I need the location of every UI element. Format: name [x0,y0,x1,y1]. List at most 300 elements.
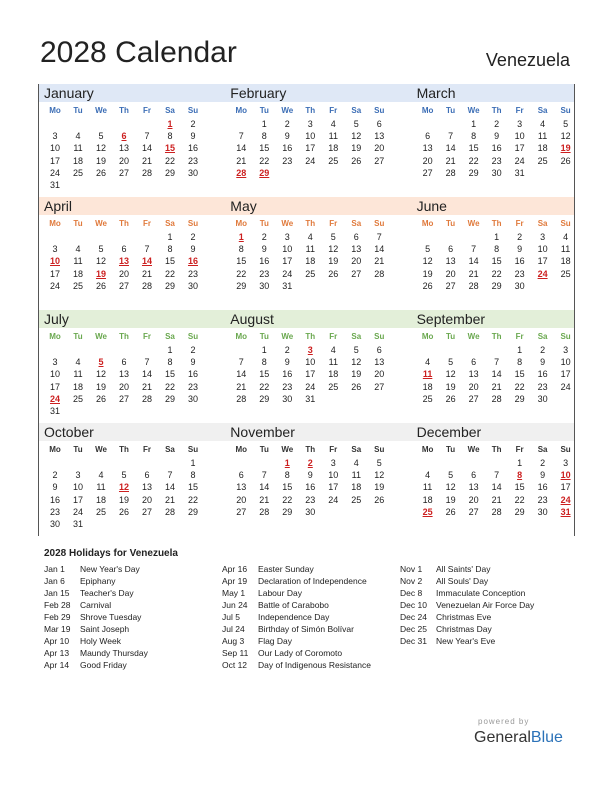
day-cell: 22 [164,155,175,166]
day-cell: 14 [141,143,152,154]
holiday-date: 14 [141,256,152,267]
day-cell: 17 [305,369,316,380]
month-name: March [416,85,456,101]
day-cell: 19 [95,155,106,166]
holiday-name: Declaration of Independence [258,576,367,586]
day-cell: 12 [95,143,106,154]
weekday-label: We [467,219,480,228]
day-cell: 21 [141,268,152,279]
day-cell: 9 [190,357,196,368]
weekday-label: Su [187,332,199,341]
day-cell: 1 [471,119,477,129]
day-cell: 7 [144,244,150,255]
day-cell: 21 [236,381,247,392]
weekday-label: Mo [49,106,61,115]
day-cell: 17 [305,143,316,154]
day-cell: 17 [560,482,571,493]
day-cell: 22 [164,381,175,392]
weekday-label: Th [119,332,129,341]
day-cell: 18 [305,256,316,267]
day-cell: 4 [425,357,431,368]
month-name: June [416,198,447,214]
day-cell: 11 [73,256,83,267]
powered-by-text: powered by [478,717,530,726]
day-cell: 30 [259,280,270,291]
day-cell: 23 [305,494,316,505]
month-february [225,84,411,197]
day-cell: 21 [374,256,385,267]
day-cell: 26 [560,155,571,166]
day-cell: 29 [514,393,525,404]
day-cell: 28 [491,393,502,404]
day-cell: 23 [282,155,293,166]
holiday-date-label: Jun 24 [222,600,248,610]
day-cell: 17 [49,381,60,392]
weekday-label: We [281,106,294,115]
day-cell: 19 [422,268,433,279]
day-cell: 17 [560,369,571,380]
holiday-name: Shrove Tuesday [80,612,142,622]
day-cell: 31 [49,406,60,416]
day-cell: 30 [187,280,198,291]
day-cell: 10 [305,131,316,142]
day-cell: 7 [261,470,267,481]
holiday-name: Battle of Carabobo [258,600,329,610]
brand-general: General [474,729,531,746]
day-cell: 10 [49,369,60,380]
weekday-label: Su [374,106,385,115]
weekday-label: Fr [143,219,151,228]
day-cell: 16 [282,143,293,154]
day-cell: 18 [328,369,339,380]
weekday-label: We [281,219,294,228]
day-cell: 20 [445,268,456,279]
day-cell: 2 [52,470,58,481]
day-cell: 5 [376,458,382,468]
day-cell: 7 [144,357,150,368]
day-cell: 24 [305,155,316,166]
day-cell: 15 [468,143,479,154]
day-cell: 10 [282,244,293,255]
holiday-date-label: Jan 6 [44,576,65,586]
day-cell: 8 [261,131,267,142]
day-cell: 26 [351,155,362,166]
weekday-label: Fr [515,106,524,115]
day-cell: 21 [164,494,175,505]
weekday-label: Sa [537,106,548,115]
day-cell: 3 [52,131,58,142]
month-row [39,197,574,310]
day-cell: 4 [330,345,336,355]
day-cell: 24 [560,381,571,392]
holiday-item [44,600,224,612]
day-cell: 9 [517,244,523,255]
day-cell: 15 [514,369,525,380]
day-cell: 29 [491,280,502,291]
day-cell: 4 [98,470,104,481]
day-cell: 1 [517,458,523,468]
holiday-name: Flag Day [258,636,293,646]
holiday-date-label: May 1 [222,588,246,598]
month-name: September [416,311,486,327]
month-august [225,310,411,423]
day-cell: 22 [164,268,175,279]
holiday-date-label: Apr 14 [44,660,70,670]
day-cell: 10 [49,143,60,154]
holiday-date-label: Apr 19 [222,576,248,586]
day-cell: 3 [75,470,81,481]
holiday-date-label: Dec 8 [400,588,423,598]
holiday-date-label: Dec 10 [400,600,427,610]
day-cell: 13 [118,369,129,380]
day-cell: 18 [422,381,433,392]
day-cell: 8 [190,470,196,481]
day-cell: 2 [494,119,500,129]
weekday-label: Mo [235,332,248,341]
day-cell: 16 [49,494,60,505]
day-cell: 4 [353,458,359,468]
weekday-label: Sa [165,445,175,454]
holiday-name: New Year's Day [80,564,140,574]
day-cell: 12 [374,470,385,481]
day-cell: 22 [491,268,502,279]
month-name: December [416,424,482,440]
day-cell: 20 [118,381,129,392]
day-cell: 28 [468,280,479,291]
month-name: January [44,85,94,101]
month-row [39,84,574,197]
day-cell: 20 [236,494,247,505]
weekday-label: We [95,445,107,454]
day-cell: 4 [307,232,313,242]
weekday-label: Su [560,332,571,341]
day-cell: 6 [376,119,382,129]
holiday-date: 16 [187,256,198,267]
day-cell: 5 [330,232,336,242]
day-cell: 28 [236,393,247,404]
day-cell: 6 [425,131,431,142]
holiday-name: Labour Day [258,588,302,598]
holiday-name: Good Friday [80,660,127,670]
day-cell: 16 [537,369,548,380]
day-cell: 19 [445,381,456,392]
holiday-date-label: Apr 13 [44,648,70,658]
holiday-date: 12 [118,482,129,493]
day-cell: 23 [49,506,60,517]
holiday-name: Easter Sunday [258,564,314,574]
day-cell: 12 [351,131,362,142]
day-cell: 4 [75,244,81,255]
day-cell: 26 [118,506,129,517]
day-cell: 27 [445,280,456,291]
day-cell: 29 [236,280,247,291]
day-cell: 27 [468,393,479,404]
holiday-item [400,564,580,576]
weekday-label: Tu [446,106,456,115]
country-name: Venezuela [485,50,570,70]
day-cell: 12 [445,369,456,380]
day-cell: 26 [445,506,456,517]
day-cell: 24 [305,381,316,392]
day-cell: 11 [351,470,361,481]
day-cell: 22 [514,494,525,505]
weekday-label: Tu [73,106,83,115]
day-cell: 5 [353,119,359,129]
month-december [412,423,574,536]
weekday-label: Sa [351,445,362,454]
day-cell: 17 [49,155,60,166]
weekday-label: Su [374,332,385,341]
day-cell: 18 [328,143,339,154]
holiday-date-label: Jan 1 [44,564,65,574]
day-cell: 2 [190,232,196,242]
day-cell: 10 [514,131,525,142]
day-cell: 11 [328,357,338,368]
day-cell: 31 [305,393,316,404]
holiday-date: 8 [517,470,523,481]
holiday-date-label: Jul 24 [222,624,245,634]
holiday-name: Birthday of Simón Bolívar [258,624,354,634]
day-cell: 13 [468,369,479,380]
day-cell: 28 [141,167,152,178]
holiday-name: Holy Week [80,636,121,646]
day-cell: 17 [328,482,339,493]
weekday-label: Tu [73,445,83,454]
holiday-item [44,648,224,660]
day-cell: 15 [187,482,198,493]
day-cell: 11 [422,482,433,493]
day-cell: 29 [282,506,293,517]
weekday-label: Tu [259,106,269,115]
day-cell: 9 [540,470,546,481]
day-cell: 11 [305,244,315,255]
day-cell: 15 [259,143,270,154]
day-cell: 1 [261,119,267,129]
weekday-label: Sa [351,332,362,341]
day-cell: 20 [374,369,385,380]
day-cell: 20 [374,143,385,154]
weekday-label: Sa [537,445,548,454]
day-cell: 18 [72,268,83,279]
day-cell: 5 [448,357,454,368]
day-cell: 6 [238,470,244,481]
day-cell: 10 [72,482,83,493]
weekday-label: We [281,332,294,341]
weekday-label: Fr [329,106,338,115]
holiday-date-label: Mar 19 [44,624,71,634]
holiday-date: 19 [95,268,106,279]
holiday-item [400,588,580,600]
holiday-item [222,624,402,636]
day-cell: 14 [468,256,479,267]
day-cell: 23 [187,155,198,166]
weekday-label: Fr [329,445,338,454]
day-cell: 24 [72,506,83,517]
holiday-date: 19 [560,143,571,154]
day-cell: 6 [448,244,454,255]
day-cell: 7 [238,131,244,142]
weekday-label: Su [187,445,199,454]
day-cell: 12 [422,256,433,267]
day-cell: 23 [259,268,270,279]
day-cell: 16 [514,256,525,267]
holiday-list-column-1 [44,564,224,672]
day-cell: 6 [144,470,150,481]
day-cell: 6 [471,357,477,368]
holiday-item [222,600,402,612]
day-cell: 14 [236,143,247,154]
day-cell: 29 [164,280,175,291]
day-cell: 21 [259,494,270,505]
weekday-label: Th [305,445,316,454]
day-cell: 27 [118,280,129,291]
day-cell: 23 [187,268,198,279]
day-cell: 26 [374,494,385,505]
month-row [39,423,574,536]
day-cell: 14 [374,244,385,255]
day-cell: 8 [238,244,244,255]
holiday-date-label: Jan 15 [44,588,70,598]
day-cell: 9 [540,357,546,368]
weekday-label: Th [119,219,129,228]
day-cell: 22 [282,494,293,505]
holiday-date: 31 [560,506,571,517]
day-cell: 21 [445,155,456,166]
holiday-date: 1 [238,232,244,242]
holiday-date: 15 [164,143,175,154]
day-cell: 12 [351,357,362,368]
holiday-item [222,612,402,624]
day-cell: 5 [563,119,569,129]
month-july [39,310,225,423]
day-cell: 30 [537,506,548,517]
generalblue-logo[interactable] [474,729,563,747]
day-cell: 28 [445,167,456,178]
day-cell: 1 [517,345,523,355]
day-cell: 3 [52,244,58,255]
holiday-date-label: Aug 3 [222,636,245,646]
day-cell: 29 [164,167,175,178]
day-cell: 9 [261,244,267,255]
day-cell: 14 [164,482,175,493]
day-cell: 25 [72,393,83,404]
holiday-item [222,576,402,588]
day-cell: 29 [468,167,479,178]
holiday-name: Saint Joseph [80,624,130,634]
weekday-label: Fr [329,219,338,228]
day-cell: 8 [167,357,173,368]
day-cell: 25 [72,167,83,178]
day-cell: 4 [330,119,336,129]
day-cell: 27 [118,393,129,404]
weekday-label: Mo [421,445,434,454]
day-cell: 21 [468,268,479,279]
weekday-label: We [281,445,294,454]
day-cell: 28 [374,268,385,279]
holiday-date-label: Dec 25 [400,624,427,634]
day-cell: 3 [330,458,336,468]
weekday-label: Fr [515,445,524,454]
day-cell: 27 [351,268,362,279]
day-cell: 26 [422,280,433,291]
month-march [412,84,574,197]
holiday-item [400,612,580,624]
weekday-label: Sa [165,219,175,228]
day-cell: 21 [236,155,247,166]
day-cell: 29 [164,393,175,404]
day-cell: 13 [422,143,433,154]
day-cell: 13 [118,143,129,154]
day-cell: 18 [537,143,548,154]
day-cell: 8 [167,131,173,142]
day-cell: 11 [96,482,106,493]
day-cell: 23 [537,381,548,392]
day-cell: 31 [72,519,83,529]
weekday-label: Tu [73,219,83,228]
day-cell: 27 [118,167,129,178]
day-cell: 25 [351,494,362,505]
day-cell: 9 [494,131,500,142]
day-cell: 27 [374,381,385,392]
weekday-label: Sa [165,332,175,341]
day-cell: 15 [514,482,525,493]
holiday-name: Immaculate Conception [436,588,526,598]
day-cell: 20 [118,268,129,279]
weekday-label: Tu [446,332,456,341]
day-cell: 19 [351,369,362,380]
weekday-label: Th [305,106,316,115]
day-cell: 1 [190,458,196,468]
day-cell: 30 [514,280,525,291]
day-cell: 3 [563,345,569,355]
month-june [412,197,574,310]
day-cell: 16 [537,482,548,493]
day-cell: 23 [282,381,293,392]
day-cell: 25 [560,268,571,279]
day-cell: 4 [75,131,81,142]
weekday-label: Mo [235,106,248,115]
day-cell: 5 [121,470,127,481]
day-cell: 25 [305,268,316,279]
day-cell: 6 [121,244,127,255]
day-cell: 19 [95,381,106,392]
day-cell: 23 [514,268,525,279]
weekday-label: We [95,332,107,341]
weekday-label: Th [305,332,316,341]
day-cell: 10 [560,357,571,368]
day-cell: 20 [141,494,152,505]
day-cell: 7 [144,131,150,142]
holiday-item [44,636,224,648]
weekday-label: Sa [351,219,362,228]
day-cell: 13 [236,482,247,493]
day-cell: 12 [560,131,571,142]
day-cell: 18 [72,381,83,392]
day-cell: 31 [514,167,525,178]
holiday-item [222,636,402,648]
weekday-label: Th [491,106,502,115]
weekday-label: Sa [351,106,362,115]
holiday-item [222,648,402,660]
weekday-label: Su [374,445,385,454]
day-cell: 25 [328,381,339,392]
holiday-date: 2 [307,458,313,468]
weekday-label: We [467,332,480,341]
holiday-date-label: Feb 29 [44,612,71,622]
day-cell: 24 [282,268,293,279]
day-cell: 7 [167,470,173,481]
holiday-name: All Saints' Day [436,564,491,574]
